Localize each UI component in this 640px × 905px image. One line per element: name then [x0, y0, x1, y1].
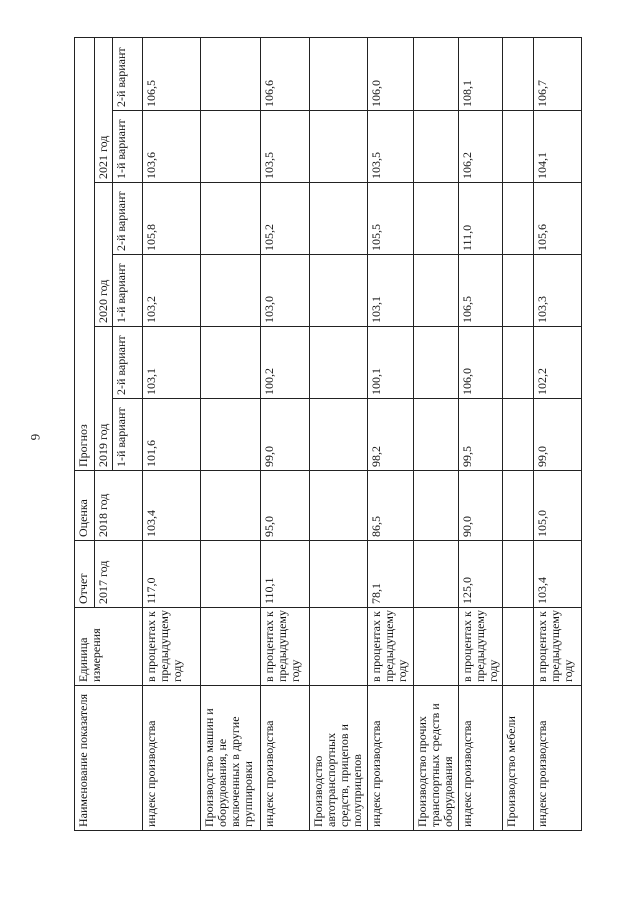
header-2020-variant-1: 1-й вариант: [113, 255, 143, 327]
value-2017: 103,4: [534, 541, 582, 608]
unit-cell: [414, 608, 459, 686]
indicator-name: индекс производства: [261, 686, 310, 831]
value-2018: 90,0: [459, 471, 503, 541]
header-2021-variant-1: 1-й вариант: [113, 111, 143, 183]
header-2019-variant-2: 2-й вариант: [113, 327, 143, 399]
unit-cell: [503, 608, 534, 686]
table-row: [201, 37, 261, 830]
unit-cell: в процентах к предыдущему году: [261, 608, 310, 686]
category-name: Производство прочих транспортных средств и оборудования: [414, 686, 459, 831]
value-2021-v2: 106,0: [368, 37, 414, 110]
value-2020-v1: 103,1: [368, 255, 414, 327]
value-2019-v1: 101,6: [143, 399, 201, 471]
value-2019-v1: 98,2: [368, 399, 414, 471]
value-2018: [414, 471, 459, 541]
value-2017: [414, 541, 459, 608]
value-2018: [201, 471, 261, 541]
category-name: Производство автотранспортных средств, прицепов и полуприцепов: [310, 686, 368, 831]
value-2021-v1: 103,5: [261, 111, 310, 183]
value-2019-v2: [310, 327, 368, 399]
header-2021-variant-2: 2-й вариант: [113, 37, 143, 110]
header-name: Наименование показателя: [75, 686, 143, 831]
category-name: Производство мебели: [503, 686, 534, 831]
value-2021-v2: 106,6: [261, 37, 310, 110]
table-row: [261, 37, 310, 830]
value-2017: 78,1: [368, 541, 414, 608]
header-year-2021: 2021 год: [95, 37, 113, 182]
value-2019-v2: [201, 327, 261, 399]
value-2021-v1: 103,6: [143, 111, 201, 183]
category-name: Производство машин и оборудования, не включенных в другие группировки: [201, 686, 261, 831]
value-2020-v1: 103,3: [534, 255, 582, 327]
value-2019-v1: [310, 399, 368, 471]
value-2020-v1: 103,0: [261, 255, 310, 327]
value-2019-v1: [414, 399, 459, 471]
value-2021-v2: [310, 37, 368, 110]
table-row: [414, 37, 459, 830]
value-2020-v1: [414, 255, 459, 327]
value-2017: 110,1: [261, 541, 310, 608]
table-row: [143, 37, 201, 830]
unit-cell: [310, 608, 368, 686]
value-2018: 95,0: [261, 471, 310, 541]
header-estimate: Оценка: [75, 471, 95, 541]
value-2021-v1: 104,1: [534, 111, 582, 183]
value-2021-v2: 106,5: [143, 37, 201, 110]
header-2019-variant-1: 1-й вариант: [113, 399, 143, 471]
indicator-name: индекс производства: [368, 686, 414, 831]
header-forecast: Прогноз: [75, 37, 95, 470]
value-2018: 105,0: [534, 471, 582, 541]
indicator-name: индекс производства: [534, 686, 582, 831]
value-2018: 103,4: [143, 471, 201, 541]
header-report: Отчет: [75, 541, 95, 608]
value-2019-v2: 103,1: [143, 327, 201, 399]
indicator-name: индекс производства: [143, 686, 201, 831]
value-2017: 117,0: [143, 541, 201, 608]
value-2017: [201, 541, 261, 608]
value-2020-v2: [310, 183, 368, 255]
value-2019-v1: 99,0: [534, 399, 582, 471]
value-2021-v1: [503, 111, 534, 183]
unit-cell: в процентах к предыдущему году: [459, 608, 503, 686]
forecast-table: [74, 37, 582, 831]
table-row: [459, 37, 503, 830]
value-2020-v2: 105,8: [143, 183, 201, 255]
value-2021-v1: 106,2: [459, 111, 503, 183]
value-2019-v1: [201, 399, 261, 471]
value-2021-v1: [414, 111, 459, 183]
value-2020-v1: 103,2: [143, 255, 201, 327]
value-2019-v2: 106,0: [459, 327, 503, 399]
value-2019-v2: [503, 327, 534, 399]
value-2018: [310, 471, 368, 541]
value-2021-v2: 108,1: [459, 37, 503, 110]
table-row: [503, 37, 534, 830]
value-2019-v1: 99,5: [459, 399, 503, 471]
header-year-2017: 2017 год: [95, 541, 143, 608]
value-2020-v2: 105,6: [534, 183, 582, 255]
header-2020-variant-2: 2-й вариант: [113, 183, 143, 255]
value-2021-v2: [414, 37, 459, 110]
value-2020-v2: 105,2: [261, 183, 310, 255]
value-2017: 125,0: [459, 541, 503, 608]
rotated-table-container: [74, 38, 575, 831]
value-2020-v1: [201, 255, 261, 327]
table-row: [534, 37, 582, 830]
unit-cell: в процентах к предыдущему году: [368, 608, 414, 686]
value-2020-v2: [503, 183, 534, 255]
value-2021-v2: [503, 37, 534, 110]
header-year-2018: 2018 год: [95, 471, 143, 541]
value-2020-v1: [503, 255, 534, 327]
value-2019-v2: [414, 327, 459, 399]
value-2020-v1: 106,5: [459, 255, 503, 327]
value-2021-v2: [201, 37, 261, 110]
value-2020-v2: [414, 183, 459, 255]
unit-cell: в процентах к предыдущему году: [534, 608, 582, 686]
header-year-2019: 2019 год: [95, 327, 113, 471]
value-2018: 86,5: [368, 471, 414, 541]
value-2020-v2: 111,0: [459, 183, 503, 255]
page-number: 6: [28, 433, 43, 441]
value-2021-v1: 103,5: [368, 111, 414, 183]
value-2017: [503, 541, 534, 608]
value-2017: [310, 541, 368, 608]
value-2021-v2: 106,7: [534, 37, 582, 110]
value-2019-v1: 99,0: [261, 399, 310, 471]
indicator-name: индекс производства: [459, 686, 503, 831]
unit-cell: в процентах к предыдущему году: [143, 608, 201, 686]
value-2019-v2: 100,1: [368, 327, 414, 399]
value-2021-v1: [201, 111, 261, 183]
table-row: [310, 37, 368, 830]
value-2019-v2: 102,2: [534, 327, 582, 399]
table-row: [368, 37, 414, 830]
value-2018: [503, 471, 534, 541]
value-2020-v2: [201, 183, 261, 255]
value-2020-v2: 105,5: [368, 183, 414, 255]
value-2019-v2: 100,2: [261, 327, 310, 399]
header-unit: Единица измерения: [75, 608, 143, 686]
value-2020-v1: [310, 255, 368, 327]
value-2019-v1: [503, 399, 534, 471]
header-year-2020: 2020 год: [95, 183, 113, 327]
unit-cell: [201, 608, 261, 686]
value-2021-v1: [310, 111, 368, 183]
